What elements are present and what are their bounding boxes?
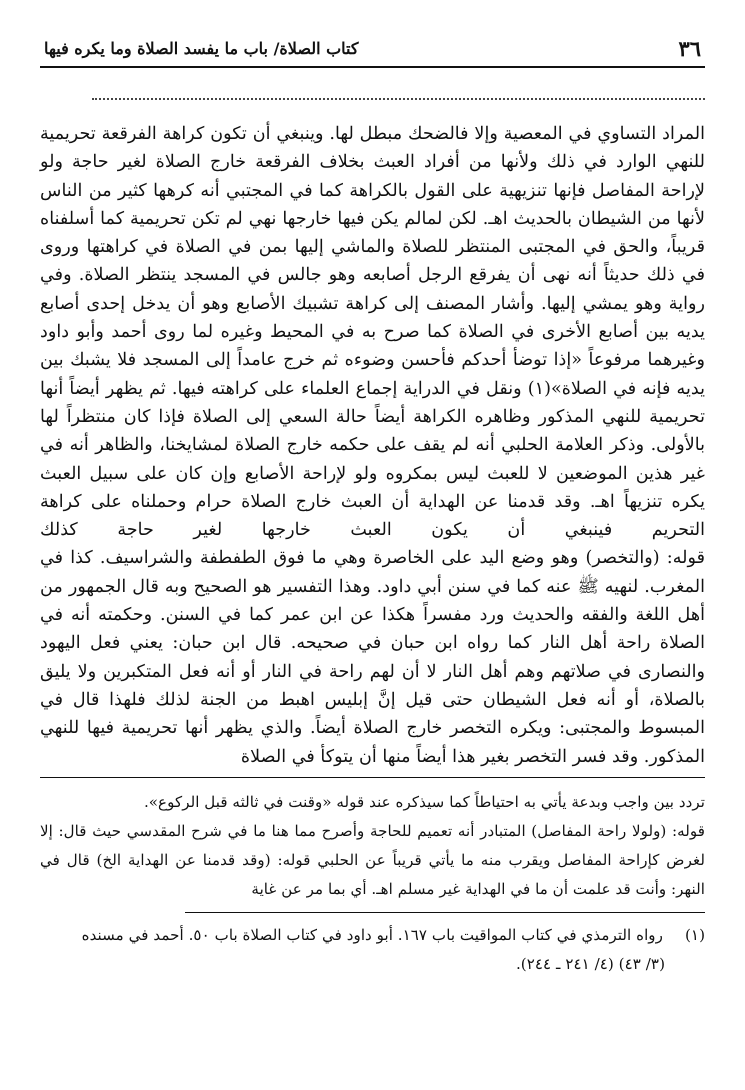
- margin-notes: [40, 788, 705, 904]
- book-page: [40, 30, 705, 1070]
- main-paragraph: المراد التساوي في المعصية وإلا فالضحك مبطل لها. وينبغي أن تكون كراهة الفرقعة تحريمية للنهي الوارد في ذلك ولأنها من أفراد العبث بخلاف الفرقعة خارج الصلاة لغير حاجة ولو لإراحة المفاصل فإنها تنزيهية على القول بالكراهة كما في المجتبي أنه كرهها كثير من الناس لأنها من الشيطان بالحديث اهـ. لكن لمالم يكن فيها خارجها نهي لم تكن تحريمية كما أسلفناه قريباً، والحق في المجتبى المنتظر للصلاة والماشي إليها بمن في الصلاة في كراهتها وروى في ذلك حديثاً أنه نهى أن يفرقع الرجل أصابعه وهو جالس في المسجد ينتظر الصلاة. وفي رواية وهو يمشي إليها. وأشار المصنف إلى كراهة تشبيك الأصابع وهو أن يدخل إحدى أصابع يديه بين أصابع الأخرى في الصلاة كما صرح به في المحيط وغيره لما روى أحمد وأبو داود وغيرهما مرفوعاً «إذا توضأ أحدكم فأحسن وضوءه ثم خرج عامداً إلى المسجد فلا يشبك بين يديه فإنه في الصلاة»(١) ونقل في الدراية إجماع العلماء على كراهته فيها. ثم يظهر أيضاً أنها تحريمية للنهي المذكور وظاهره الكراهة أيضاً حالة السعي إلى الصلاة فإذا كان منتظراً لها بالأولى. وذكر العلامة الحلبي أنه لم يقف على حكمه خارج الصلاة لمشايخنا، والظاهر أنه في غير هذين الموضعين لا للعبث ليس بمكروه ولو لإراحة الأصابع وإن كان على سبيل العبث يكره تنزيهاً اهـ. وقد قدمنا عن الهداية أن العبث خارج الصلاة حرام وحملناه على كراهة التحريم فينبغي أن يكون العبث خارجها لغير حاجة كذلك: [40, 124, 705, 541]
- running-title: كتاب الصلاة/ باب ما يفسد الصلاة وما يكره فيها: [44, 38, 359, 58]
- footnotes: [40, 921, 705, 979]
- footnote-separator: [185, 912, 705, 913]
- dotted-separator: [92, 84, 705, 100]
- footnote-marker: (١): [684, 925, 705, 944]
- footnote-text: رواه الترمذي في كتاب المواقيت باب ١٦٧. أبو داود في كتاب الصلاة باب ٥٠. أحمد في مسنده: [81, 925, 663, 944]
- page-header: [40, 30, 705, 68]
- main-text-separator: [40, 777, 705, 778]
- main-text: [40, 120, 705, 771]
- margin-note: قوله: (ولولا راحة المفاصل) المتبادر أنه تعميم للحاجة وأصرح مما هنا ما في شرح المقدسي حيث قال: إلا لغرض كإراحة المفاصل ويقرب منه ما يأتي قريباً عن الحلبي قوله: (وقد قدمنا عن الهداية الخ) قال في النهر: وأنت قد علمت أن ما في الهداية غير مسلم اهـ. أي بما مر عن غاية: [40, 821, 705, 898]
- page-number: ٣٦: [678, 35, 701, 61]
- margin-note: تردد بين واجب وبدعة يأتي به احتياطاً كما سيذكره عند قوله «وقنت في ثالثه قبل الركوع».: [143, 792, 705, 811]
- footnote-continuation: (٣/ ٤٣) (٤/ ٢٤١ ـ ٢٤٤).: [515, 954, 665, 973]
- footnote: [40, 921, 705, 950]
- main-paragraph: قوله: (والتخصر) وهو وضع اليد على الخاصرة وهي ما فوق الطفطفة والشراسيف. كذا في المغرب. لنهيه ﷺ عنه كما في سنن أبي داود. وهذا التفسير هو الصحيح وبه قال الجمهور من أهل اللغة والفقه والحديث ورد مفسراً هكذا عن ابن عمر كما في السنن. وحكمته أنه في الصلاة راحة أهل النار كما رواه ابن حبان في صحيحه. قال ابن حبان: يعني فعل اليهود والنصارى في صلاتهم وهم أهل النار لا أن لهم راحة في النار أو أنه فعل المتكبرين ولا يليق بالصلاة، أو أنه فعل الشيطان حتى قيل إنَّ إبليس اهبط من الجنة لذلك فلهذا قال في المبسوط والمجتبى: ويكره التخصر خارج الصلاة أيضاً. والذي يظهر أنها تحريمية فيها للنهي المذكور. وقد فسر التخصر بغير هذا أيضاً منها أن يتوكأ في الصلاة: [40, 548, 705, 767]
